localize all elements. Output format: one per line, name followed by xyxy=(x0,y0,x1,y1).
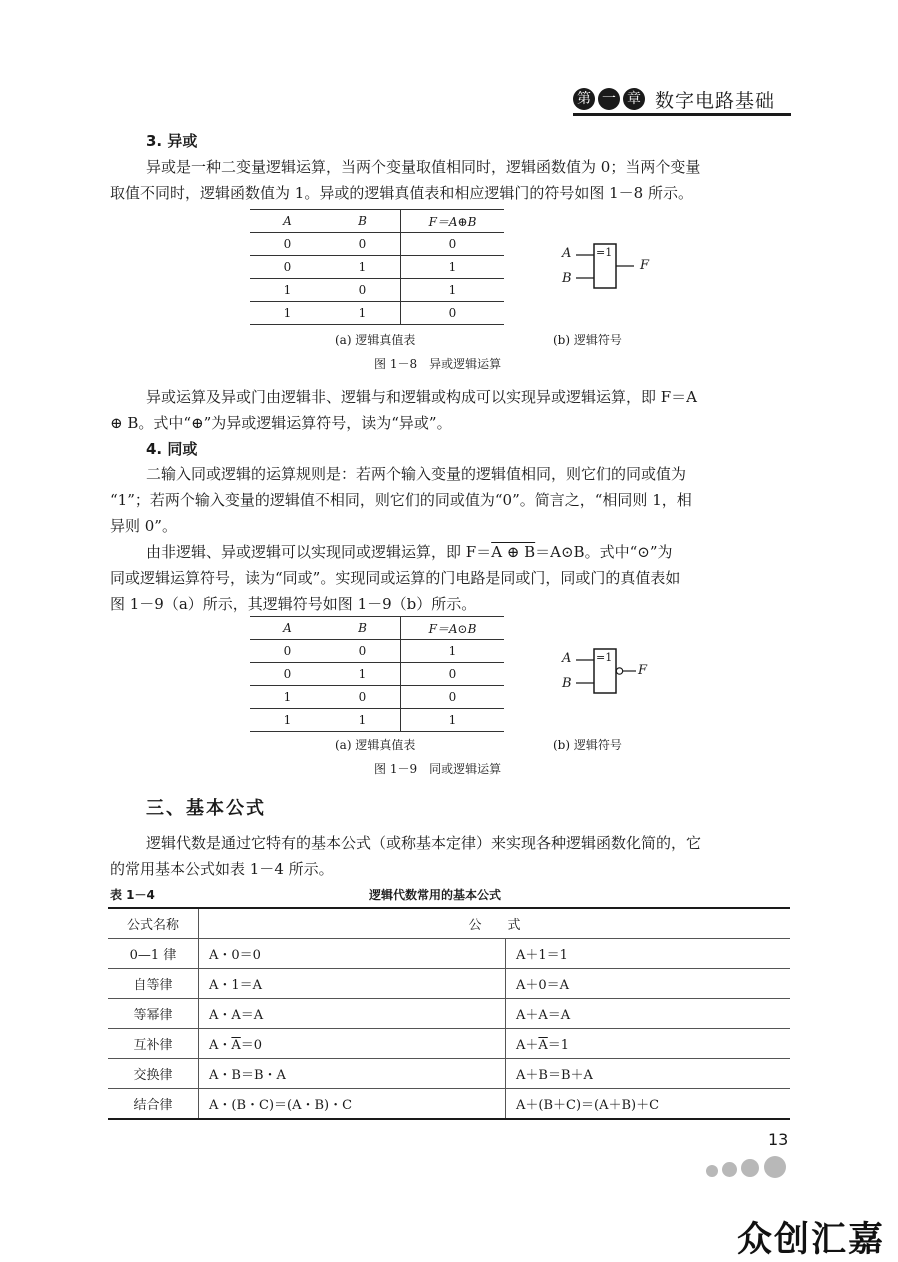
table-row xyxy=(108,1059,790,1089)
table-cell: 1 xyxy=(250,686,325,709)
xnor-heading: 4. 同或 xyxy=(146,440,198,458)
table-cell: A＋0＝A xyxy=(506,969,791,999)
xnor-gate-symbol xyxy=(556,645,666,697)
table-cell: A・(B・C)＝(A・B)・C xyxy=(199,1089,506,1120)
dot-icon xyxy=(722,1162,737,1177)
table-cell: A・1＝A xyxy=(199,969,506,999)
xnor-paragraph-line-2: “1”；若两个输入变量的逻辑值不相同，则它们的同或值为“0”。简言之，“相同则 1，相 xyxy=(110,491,692,509)
table-cell: 1 xyxy=(325,256,401,279)
table-cell xyxy=(199,1029,506,1059)
table-cell: 0 xyxy=(325,279,401,302)
table-cell: 1 xyxy=(325,663,401,686)
xor-paragraph-line-1: 异或是一种二变量逻辑运算，当两个变量取值相同时，逻辑函数值为 0；当两个变量 xyxy=(146,158,701,176)
xnor-paragraph2-line-1 xyxy=(146,539,673,565)
table-cell: 1 xyxy=(401,279,505,302)
chapter-badge-1: 第 xyxy=(573,88,595,110)
xnor-col-f: F＝A⊙B xyxy=(401,617,505,640)
table-row xyxy=(250,279,504,302)
table-row xyxy=(108,1029,790,1059)
xor-gate-input-a: A xyxy=(562,246,572,261)
xor-gate-output: F xyxy=(640,258,650,273)
xor-caption-b: (b) 逻辑符号 xyxy=(553,333,622,347)
table-cell: 自等律 xyxy=(108,969,199,999)
formula-table xyxy=(108,907,790,1120)
table-cell: A＋1＝1 xyxy=(506,939,791,969)
table-cell: A・A＝A xyxy=(199,999,506,1029)
page-number: 13 xyxy=(768,1130,789,1149)
table-cell: 0 xyxy=(250,233,325,256)
table-cell: 0 xyxy=(325,686,401,709)
table-row xyxy=(250,640,504,663)
table-cell: 互补律 xyxy=(108,1029,199,1059)
dot-icon xyxy=(706,1165,718,1177)
xnor-gate-input-b: B xyxy=(562,676,572,691)
xnor-paragraph2-line-3: 图 1－9（a）所示，其逻辑符号如图 1－9（b）所示。 xyxy=(110,595,477,613)
table-row xyxy=(250,256,504,279)
table-row xyxy=(108,999,790,1029)
table-cell: 0 xyxy=(401,686,505,709)
formula-part: A＋ xyxy=(516,1038,539,1053)
table-cell: 等幂律 xyxy=(108,999,199,1029)
table-cell: A＋B＝B＋A xyxy=(506,1059,791,1089)
formula-part: ＝1 xyxy=(547,1038,570,1053)
xor-paragraph2-line-1: 异或运算及异或门由逻辑非、逻辑与和逻辑或构成可以实现异或逻辑运算，即 F＝A xyxy=(146,388,698,406)
xor-figure-caption: 图 1－8 异或逻辑运算 xyxy=(374,357,502,371)
dot-icon xyxy=(741,1159,759,1177)
formulas-section-title: 三、基本公式 xyxy=(146,798,266,819)
table-cell: 0 xyxy=(401,663,505,686)
xor-col-a: A xyxy=(250,210,325,233)
table-cell: 交换律 xyxy=(108,1059,199,1089)
table-cell: 0 xyxy=(250,256,325,279)
xnor-paragraph2-text-b: ＝A⊙B。式中“⊙”为 xyxy=(535,543,673,561)
table-row xyxy=(108,1089,790,1120)
xor-gate-label: =1 xyxy=(596,246,613,259)
table-number: 表 1－4 xyxy=(110,888,155,902)
header-divider xyxy=(573,113,791,116)
chapter-title: 数字电路基础 xyxy=(655,90,776,112)
table-cell: 0 xyxy=(401,302,505,325)
table-cell: 0 xyxy=(250,640,325,663)
table-cell: 1 xyxy=(250,302,325,325)
dot-icon xyxy=(764,1156,786,1178)
xor-gate-input-b: B xyxy=(562,271,572,286)
xnor-gate-label: =1 xyxy=(596,651,613,664)
table-cell: 1 xyxy=(401,709,505,732)
table-row xyxy=(108,969,790,999)
chapter-badge-2: 一 xyxy=(598,88,620,110)
xnor-figure-caption: 图 1－9 同或逻辑运算 xyxy=(374,762,502,776)
table-cell: 1 xyxy=(325,709,401,732)
table-row xyxy=(250,686,504,709)
xnor-paragraph2-text-a: 由非逻辑、异或逻辑可以实现同或逻辑运算，即 F＝ xyxy=(146,543,492,561)
formula-overline: $\overline{A}$ xyxy=(538,1038,548,1053)
table-cell: 0 xyxy=(401,233,505,256)
table-cell: A＋A＝A xyxy=(506,999,791,1029)
table-cell: 1 xyxy=(401,256,505,279)
xor-heading: 3. 异或 xyxy=(146,132,198,150)
decorative-dots xyxy=(706,1156,790,1180)
watermark-logo: 众创汇嘉 xyxy=(737,1220,886,1260)
table-row xyxy=(250,663,504,686)
table-cell: 0 xyxy=(325,233,401,256)
table-cell: A・B＝B・A xyxy=(199,1059,506,1089)
xnor-caption-b: (b) 逻辑符号 xyxy=(553,738,622,752)
table-cell: 1 xyxy=(250,279,325,302)
table-row xyxy=(250,233,504,256)
xor-paragraph-line-2: 取值不同时，逻辑函数值为 1。异或的逻辑真值表和相应逻辑门的符号如图 1－8 所示。 xyxy=(110,184,693,202)
xor-paragraph2-line-2: ⊕ B。式中“⊕”为异或逻辑运算符号，读为“异或”。 xyxy=(110,414,452,432)
formulas-paragraph-line-1: 逻辑代数是通过它特有的基本公式（或称基本定律）来实现各种逻辑函数化简的，它 xyxy=(146,834,702,852)
formulas-paragraph-line-2: 的常用基本公式如表 1－4 所示。 xyxy=(110,860,334,878)
formula-part: ＝0 xyxy=(240,1038,263,1053)
xnor-paragraph-line-3: 异则 0”。 xyxy=(110,517,177,535)
table-cell: 0 xyxy=(325,640,401,663)
xor-col-f: F＝A⊕B xyxy=(401,210,505,233)
table-cell: 0—1 律 xyxy=(108,939,199,969)
xnor-col-a: A xyxy=(250,617,325,640)
xnor-col-b: B xyxy=(325,617,401,640)
table-cell: 结合律 xyxy=(108,1089,199,1120)
xnor-overline-expression: A ⊕ B xyxy=(491,543,536,561)
table-cell: 0 xyxy=(250,663,325,686)
formula-table-header-name: 公式名称 xyxy=(108,908,199,939)
table-cell: 1 xyxy=(250,709,325,732)
table-row xyxy=(250,302,504,325)
table-cell: 1 xyxy=(401,640,505,663)
chapter-badge-3: 章 xyxy=(623,88,645,110)
xnor-paragraph2-line-2: 同或逻辑运算符号，读为“同或”。实现同或运算的门电路是同或门，同或门的真值表如 xyxy=(110,569,681,587)
xor-gate-symbol xyxy=(556,240,666,292)
formula-table-header-formula: 公 式 xyxy=(199,908,791,939)
table-cell: 1 xyxy=(325,302,401,325)
table-cell xyxy=(506,1029,791,1059)
xor-col-b: B xyxy=(325,210,401,233)
xnor-truth-table xyxy=(250,616,504,732)
table-row xyxy=(250,709,504,732)
xor-truth-table xyxy=(250,209,504,325)
xnor-gate-output: F xyxy=(638,663,648,678)
formula-part: A・ xyxy=(209,1038,232,1053)
table-row xyxy=(108,939,790,969)
table-title: 逻辑代数常用的基本公式 xyxy=(369,888,502,902)
chapter-header xyxy=(573,84,790,114)
table-cell: A・0＝0 xyxy=(199,939,506,969)
xor-caption-a: (a) 逻辑真值表 xyxy=(335,333,416,347)
formula-overline: $\overline{A}$ xyxy=(231,1038,241,1053)
xnor-gate-input-a: A xyxy=(562,651,572,666)
xnor-paragraph-line-1: 二输入同或逻辑的运算规则是：若两个输入变量的逻辑值相同，则它们的同或值为 xyxy=(146,465,687,483)
table-cell: A＋(B＋C)＝(A＋B)＋C xyxy=(506,1089,791,1120)
xnor-caption-a: (a) 逻辑真值表 xyxy=(335,738,416,752)
